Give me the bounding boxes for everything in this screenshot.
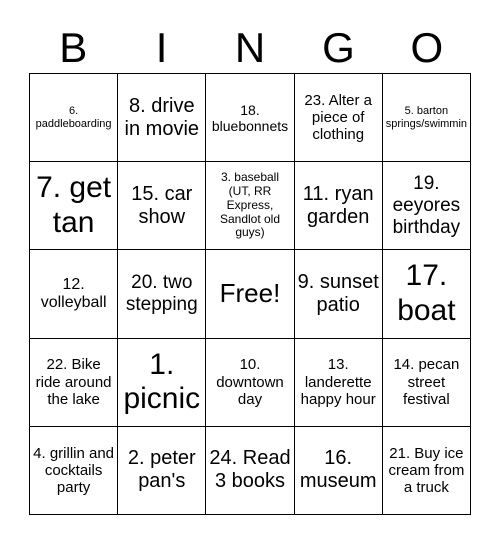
bingo-cell[interactable]: 24. Read 3 books	[206, 427, 294, 515]
bingo-board	[29, 73, 471, 515]
bingo-cell[interactable]: 4. grillin and cocktails party	[30, 427, 118, 515]
bingo-cell[interactable]: 10. downtown day	[206, 339, 294, 427]
bingo-cell[interactable]: 8. drive in movie	[118, 74, 206, 162]
bingo-cell[interactable]: 14. pecan street festival	[383, 339, 471, 427]
bingo-cell[interactable]: 12. volleyball	[30, 250, 118, 338]
header-letter-g: G	[322, 24, 355, 71]
bingo-cell[interactable]: 2. peter pan's	[118, 427, 206, 515]
bingo-cell[interactable]: 21. Buy ice cream from a truck	[383, 427, 471, 515]
bingo-cell[interactable]: 19. eeyores birthday	[383, 162, 471, 250]
bingo-cell[interactable]: 18. bluebonnets	[206, 74, 294, 162]
bingo-cell[interactable]: 3. baseball (UT, RR Express, Sandlot old guys)	[206, 162, 294, 250]
header-letter-n: N	[234, 24, 266, 71]
bingo-cell[interactable]: 1. picnic	[118, 339, 206, 427]
bingo-cell[interactable]: 6. paddleboarding	[30, 74, 118, 162]
bingo-cell[interactable]: 23. Alter a piece of clothing	[295, 74, 383, 162]
bingo-cell[interactable]: 5. barton springs/swimmin	[383, 74, 471, 162]
bingo-cell[interactable]: 16. museum	[295, 427, 383, 515]
bingo-cell[interactable]: 7. get tan	[30, 162, 118, 250]
bingo-cell[interactable]: 11. ryan garden	[295, 162, 383, 250]
header-letter-i: I	[155, 24, 168, 71]
header-letter-b: B	[59, 24, 88, 71]
bingo-cell[interactable]: 22. Bike ride around the lake	[30, 339, 118, 427]
bingo-cell[interactable]: 9. sunset patio	[295, 250, 383, 338]
bingo-cell[interactable]: 15. car show	[118, 162, 206, 250]
bingo-cell[interactable]: 20. two stepping	[118, 250, 206, 338]
bingo-cell[interactable]: 17. boat	[383, 250, 471, 338]
header-letter-o: O	[410, 24, 444, 71]
free-space[interactable]: Free!	[206, 250, 294, 338]
bingo-cell[interactable]: 13. landerette happy hour	[295, 339, 383, 427]
bingo-header	[29, 22, 471, 74]
